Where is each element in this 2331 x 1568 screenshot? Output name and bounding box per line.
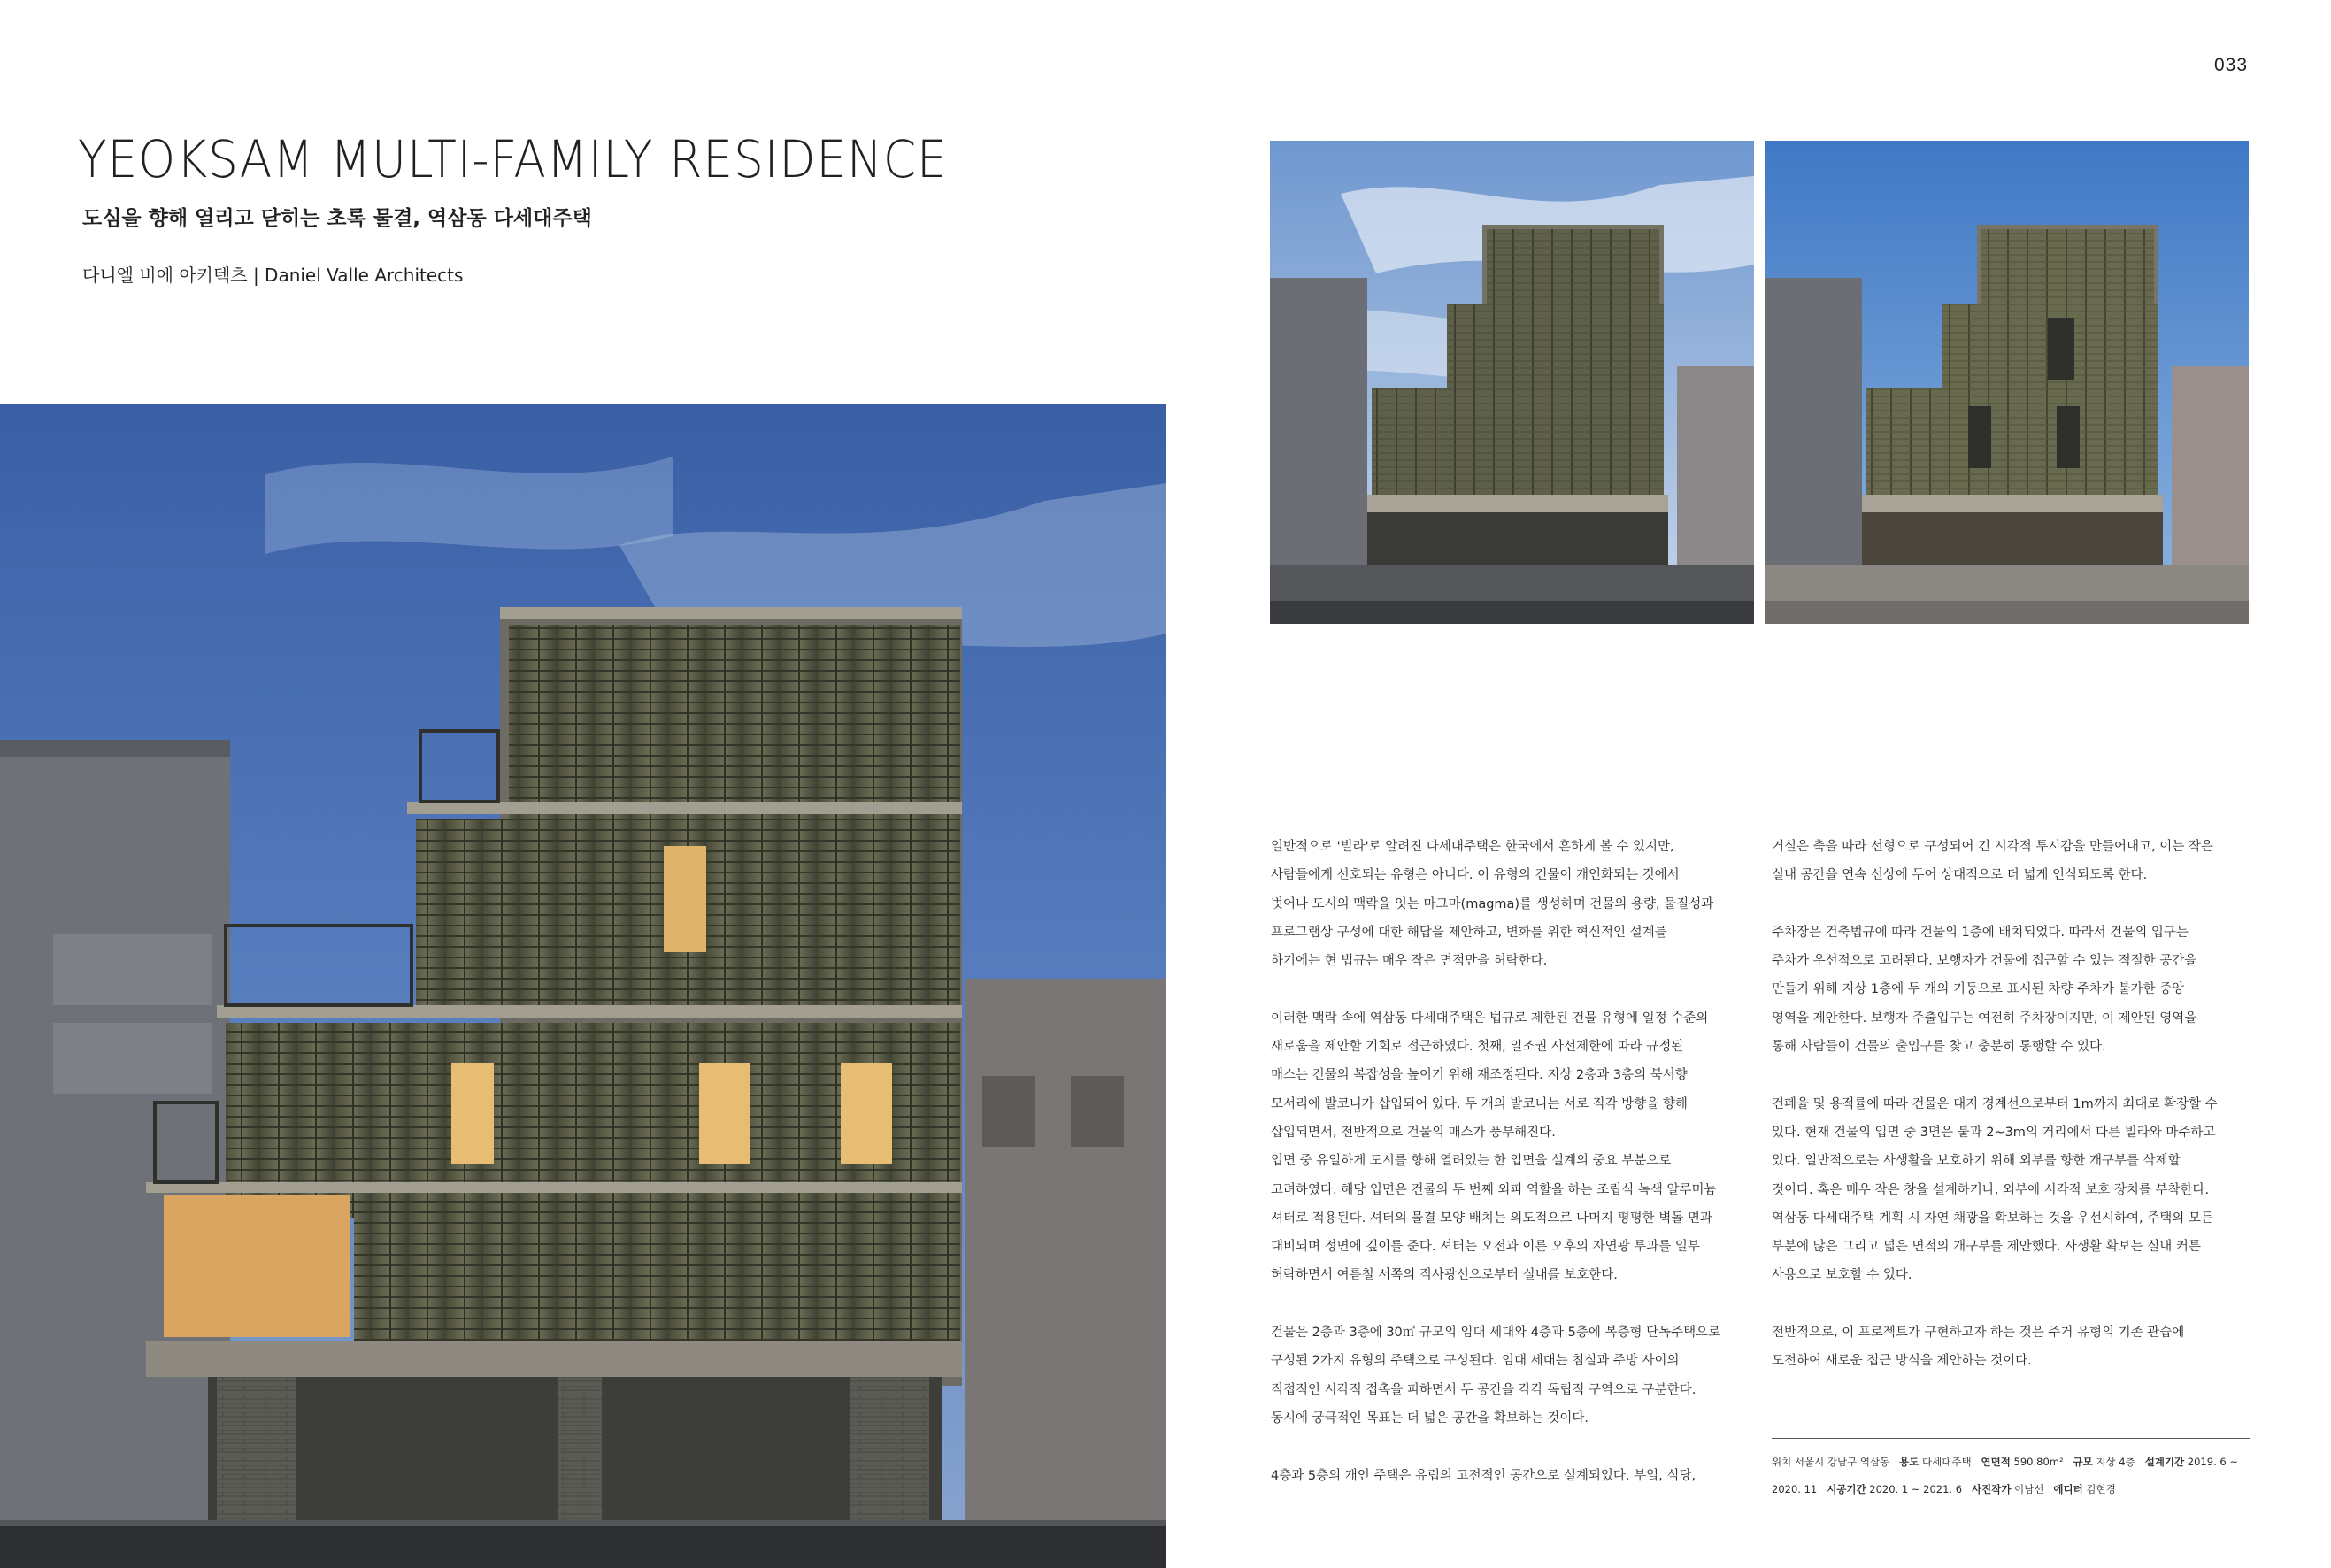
building-facade-open-photo xyxy=(1765,141,2249,624)
body-line: 주차가 우선적으로 고려된다. 보행자가 건물에 접근할 수 있는 적절한 공간을 xyxy=(1772,954,2197,969)
body-line: 구성된 2가지 유형의 주택으로 구성된다. 임대 세대는 침실과 주방 사이의 xyxy=(1271,1354,1680,1369)
credit-value: 2019. 6 ~ xyxy=(2187,1456,2238,1468)
body-line: 사람들에게 선호되는 유형은 아니다. 이 유형의 건물이 개인화되는 것에서 xyxy=(1271,868,1680,883)
body-line: 전반적으로, 이 프로젝트가 구현하고자 하는 것은 주거 유형의 기존 관습에 xyxy=(1772,1326,2185,1341)
body-line: 대비되며 정면에 깊이를 준다. 셔터는 오전과 이른 오후의 자연광 투과를 일부 xyxy=(1271,1240,1700,1255)
body-line: 부분에 많은 그리고 넓은 면적의 개구부를 제안했다. 사생활 확보는 실내 커튼 xyxy=(1772,1240,2201,1255)
body-line: 건물은 2층과 3층에 30㎡ 규모의 임대 세대와 4층과 5층에 복층형 단독주택으로 xyxy=(1271,1326,1721,1341)
body-line: 도전하여 새로운 접근 방식을 제안하는 것이다. xyxy=(1772,1354,2032,1369)
body-paragraph xyxy=(1772,833,2250,890)
body-line: 새로움을 제안할 기회로 접근하였다. 첫째, 일조권 사선제한에 따라 규정된 xyxy=(1271,1040,1684,1055)
body-line: 고려하였다. 해당 입면은 건물의 두 번째 외피 역할을 하는 조립식 녹색 알루미늄 xyxy=(1271,1182,1717,1197)
credit-label: 설계기간 xyxy=(2144,1456,2185,1468)
credit-value: 2020. 1 ~ 2021. 6 xyxy=(1869,1483,1963,1495)
article-author: 다니엘 비에 아키텍츠 | Daniel Valle Architects xyxy=(82,265,464,286)
credit-value: 이남선 xyxy=(2014,1483,2044,1495)
credits-line-1 xyxy=(1772,1449,2250,1476)
body-line: 거실은 축을 따라 선형으로 구성되어 긴 시각적 투시감을 만들어내고, 이는 작은 xyxy=(1772,840,2213,854)
body-line: 매스는 건물의 복잡성을 높이기 위해 재조정된다. 지상 2층과 3층의 북서향 xyxy=(1271,1068,1688,1083)
body-line: 역삼동 다세대주택 계획 시 자연 채광을 확보하는 것을 우선시하여, 주택의 모든 xyxy=(1772,1211,2213,1226)
credits-line-2 xyxy=(1772,1476,2250,1503)
body-line: 있다. 현재 건물의 입면 중 3면은 불과 2~3m의 거리에서 다른 빌라와 마주하고 xyxy=(1772,1125,2216,1140)
body-text-left-column xyxy=(1271,833,1749,1518)
body-line: 일반적으로 '빌라'로 알려진 다세대주택은 한국에서 흔하게 볼 수 있지만, xyxy=(1271,840,1674,854)
body-paragraph xyxy=(1772,919,2250,1061)
body-line: 모서리에 발코니가 삽입되어 있다. 두 개의 발코니는 서로 직각 방향을 향해 xyxy=(1271,1096,1688,1111)
body-paragraph xyxy=(1271,1004,1749,1290)
credit-label: 규모 xyxy=(2073,1456,2093,1468)
page-number: 033 xyxy=(2214,55,2249,75)
article-subtitle: 도심을 향해 열리고 닫히는 초록 물결, 역삼동 다세대주택 xyxy=(82,207,592,230)
credit-label: 연면적 xyxy=(1981,1456,2011,1468)
credit-value: 590.80m² xyxy=(2013,1456,2064,1468)
body-paragraph xyxy=(1772,1090,2250,1290)
body-line: 프로그램상 구성에 대한 해답을 제안하고, 변화를 위한 혁신적인 설계를 xyxy=(1271,925,1667,940)
body-line: 셔터로 적용된다. 셔터의 물결 모양 배치는 의도적으로 나머지 평평한 벽돌 면과 xyxy=(1271,1211,1712,1226)
body-line: 주차장은 건축법규에 따라 건물의 1층에 배치되었다. 따라서 건물의 입구는 xyxy=(1772,925,2189,940)
credit-label: 용도 xyxy=(1899,1456,1919,1468)
body-line: 통해 사람들이 건물의 출입구를 찾고 충분히 통행할 수 있다. xyxy=(1772,1040,2106,1055)
credit-label: 시공기간 xyxy=(1827,1483,1866,1495)
body-paragraph xyxy=(1271,833,1749,975)
body-line: 입면 중 유일하게 도시를 향해 열려있는 한 입면을 설계의 중요 부분으로 xyxy=(1271,1154,1672,1169)
body-paragraph xyxy=(1772,1318,2250,1376)
body-line: 4층과 5층의 개인 주택은 유럽의 고전적인 공간으로 설계되었다. 부엌, 식당, xyxy=(1271,1468,1696,1483)
credit-value: 다세대주택 xyxy=(1922,1456,1972,1468)
body-line: 만들기 위해 지상 1층에 두 개의 기둥으로 표시된 차량 주차가 불가한 중앙 xyxy=(1772,982,2185,997)
body-line: 직접적인 시각적 접촉을 피하면서 두 공간을 각각 독립적 구역으로 구분한다. xyxy=(1271,1382,1696,1397)
credit-label: 사진작가 xyxy=(1972,1483,2012,1495)
credit-label: 에디터 xyxy=(2053,1483,2083,1495)
body-text-right-column xyxy=(1772,833,2250,1404)
building-dusk-photo xyxy=(0,404,1166,1568)
body-paragraph xyxy=(1271,1318,1749,1433)
body-line: 하기에는 현 법규는 매우 작은 면적만을 허락한다. xyxy=(1271,954,1548,969)
body-line: 허락하면서 여름철 서쪽의 직사광선으로부터 실내를 보호한다. xyxy=(1271,1268,1618,1283)
body-line: 영역을 제안한다. 보행자 주출입구는 여전히 주차장이지만, 이 제안된 영역을 xyxy=(1772,1011,2197,1026)
credit-label: 위치 xyxy=(1772,1456,1792,1468)
body-line: 동시에 궁극적인 목표는 더 넓은 공간을 확보하는 것이다. xyxy=(1271,1410,1589,1426)
credit-value: 지상 4층 xyxy=(2096,1456,2135,1468)
building-facade-closed-photo xyxy=(1270,141,1754,624)
body-line: 건폐율 및 용적률에 따라 건물은 대지 경계선으로부터 1m까지 최대로 확장할 수 xyxy=(1772,1096,2218,1111)
body-line: 있다. 일반적으로는 사생활을 보호하기 위해 외부를 향한 개구부를 삭제할 xyxy=(1772,1154,2181,1169)
body-line: 실내 공간을 연속 선상에 두어 상대적으로 더 넓게 인식되도록 한다. xyxy=(1772,868,2148,883)
credit-value: 서울시 강남구 역삼동 xyxy=(1794,1456,1890,1468)
body-paragraph xyxy=(1271,1462,1749,1490)
credit-value: 김현경 xyxy=(2086,1483,2116,1495)
credit-value: 2020. 11 xyxy=(1772,1483,1818,1495)
article-title: YEOKSAM MULTI-FAMILY RESIDENCE xyxy=(78,129,948,189)
body-line: 벗어나 도시의 맥락을 잇는 마그마(magma)를 생성하며 건물의 용량, 물질성과 xyxy=(1271,896,1714,911)
body-line: 이러한 맥락 속에 역삼동 다세대주택은 법규로 제한된 건물 유형에 일정 수준의 xyxy=(1271,1011,1709,1026)
body-line: 것이다. 혹은 매우 작은 창을 설계하거나, 외부에 시각적 보호 장치를 부착한다. xyxy=(1772,1182,2210,1197)
body-line: 삽입되면서, 전반적으로 건물의 매스가 풍부해진다. xyxy=(1271,1125,1556,1140)
project-credits xyxy=(1772,1438,2250,1503)
body-line: 사용으로 보호할 수 있다. xyxy=(1772,1268,1912,1283)
